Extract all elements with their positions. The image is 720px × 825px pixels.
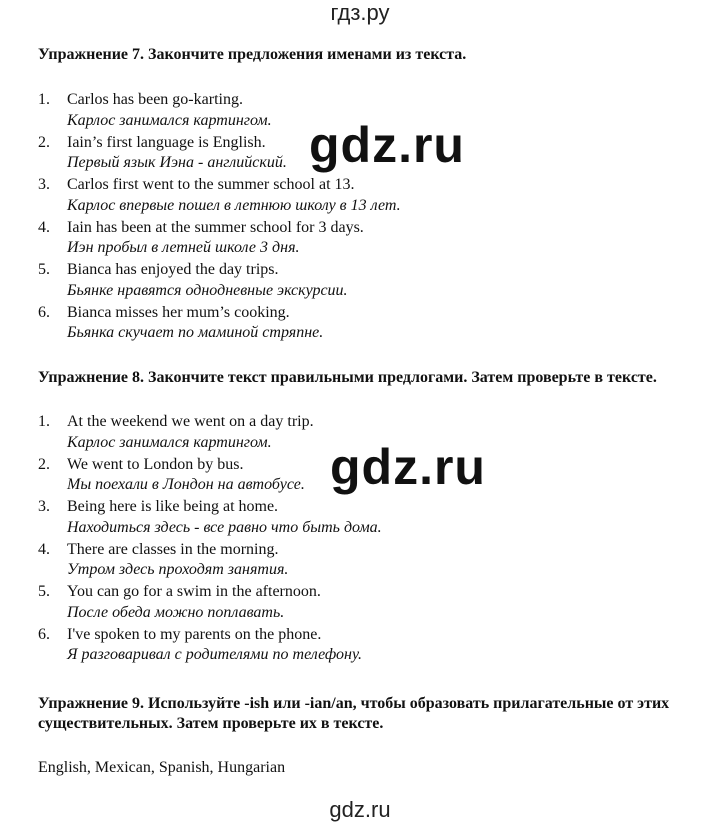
exercise-7-title: Упражнение 7. Закончите предложения именами из текста. <box>38 46 467 63</box>
list-item <box>38 260 698 301</box>
russian-translation: После обеда можно поплавать. <box>67 603 285 621</box>
russian-translation: Карлос впервые пошел в летнюю школу в 13 лет. <box>67 196 401 214</box>
english-sentence: Iain’s first language is English. <box>67 133 266 151</box>
item-number: 1. <box>38 91 50 108</box>
exercise-9-words: English, Mexican, Spanish, Hungarian <box>38 759 286 776</box>
site-header: гдз.ру <box>330 0 390 25</box>
item-number: 2. <box>38 133 50 151</box>
english-sentence: Bianca misses her mum’s cooking. <box>67 303 290 321</box>
russian-translation: Находиться здесь - все равно что быть дома. <box>67 518 382 536</box>
english-sentence: At the weekend we went on a day trip. <box>67 413 314 430</box>
english-sentence: Bianca has enjoyed the day trips. <box>67 261 279 278</box>
english-sentence: Carlos first went to the summer school at 13. <box>67 176 355 193</box>
watermark-logo: gdz.ru <box>330 439 486 495</box>
item-number: 6. <box>38 625 50 643</box>
russian-translation: Мы поехали в Лондон на автобусе. <box>67 476 305 493</box>
russian-translation: Карлос занимался картингом. <box>67 111 272 129</box>
list-item <box>38 303 698 344</box>
item-number: 6. <box>38 303 50 321</box>
item-number: 3. <box>38 176 50 193</box>
item-number: 3. <box>38 498 50 515</box>
russian-translation: Я разговаривал с родителями по телефону. <box>67 646 363 663</box>
russian-translation: Карлос занимался картингом. <box>67 433 272 451</box>
list-item <box>38 497 698 538</box>
item-number: 5. <box>38 261 50 278</box>
english-sentence: Iain has been at the summer school for 3 days. <box>67 218 364 236</box>
site-footer: gdz.ru <box>329 797 391 822</box>
english-sentence: We went to London by bus. <box>67 455 244 473</box>
list-item <box>38 175 698 216</box>
item-number: 1. <box>38 413 50 430</box>
list-item <box>38 540 698 581</box>
english-sentence: You can go for a swim in the afternoon. <box>67 583 321 600</box>
russian-translation: Бьянке нравятся однодневные экскурсии. <box>67 281 348 299</box>
english-sentence: I've spoken to my parents on the phone. <box>67 625 322 643</box>
english-sentence: Carlos has been go-karting. <box>67 91 243 108</box>
list-item <box>38 582 698 623</box>
exercise-9-title: Упражнение 9. Используйте -ish или -ian/an, чтобы образовать прилагательные от этих существительных. Затем проверьте их в тексте. <box>38 695 670 732</box>
item-number: 4. <box>38 540 50 558</box>
russian-translation: Иэн пробыл в летней школе 3 дня. <box>67 239 300 256</box>
russian-translation: Первый язык Иэна - английский. <box>67 154 287 171</box>
russian-translation: Утром здесь проходят занятия. <box>67 561 289 578</box>
russian-translation: Бьянка скучает по маминой стряпне. <box>67 324 324 341</box>
item-number: 4. <box>38 218 50 236</box>
list-item <box>38 625 698 666</box>
english-sentence: Being here is like being at home. <box>67 498 279 515</box>
watermark-logo: gdz.ru <box>309 117 465 173</box>
exercise-8-title: Упражнение 8. Закончите текст правильными предлогами. Затем проверьте в тексте. <box>38 369 657 386</box>
item-number: 5. <box>38 583 50 600</box>
list-item <box>38 218 698 259</box>
english-sentence: There are classes in the morning. <box>67 540 279 558</box>
item-number: 2. <box>38 455 50 473</box>
